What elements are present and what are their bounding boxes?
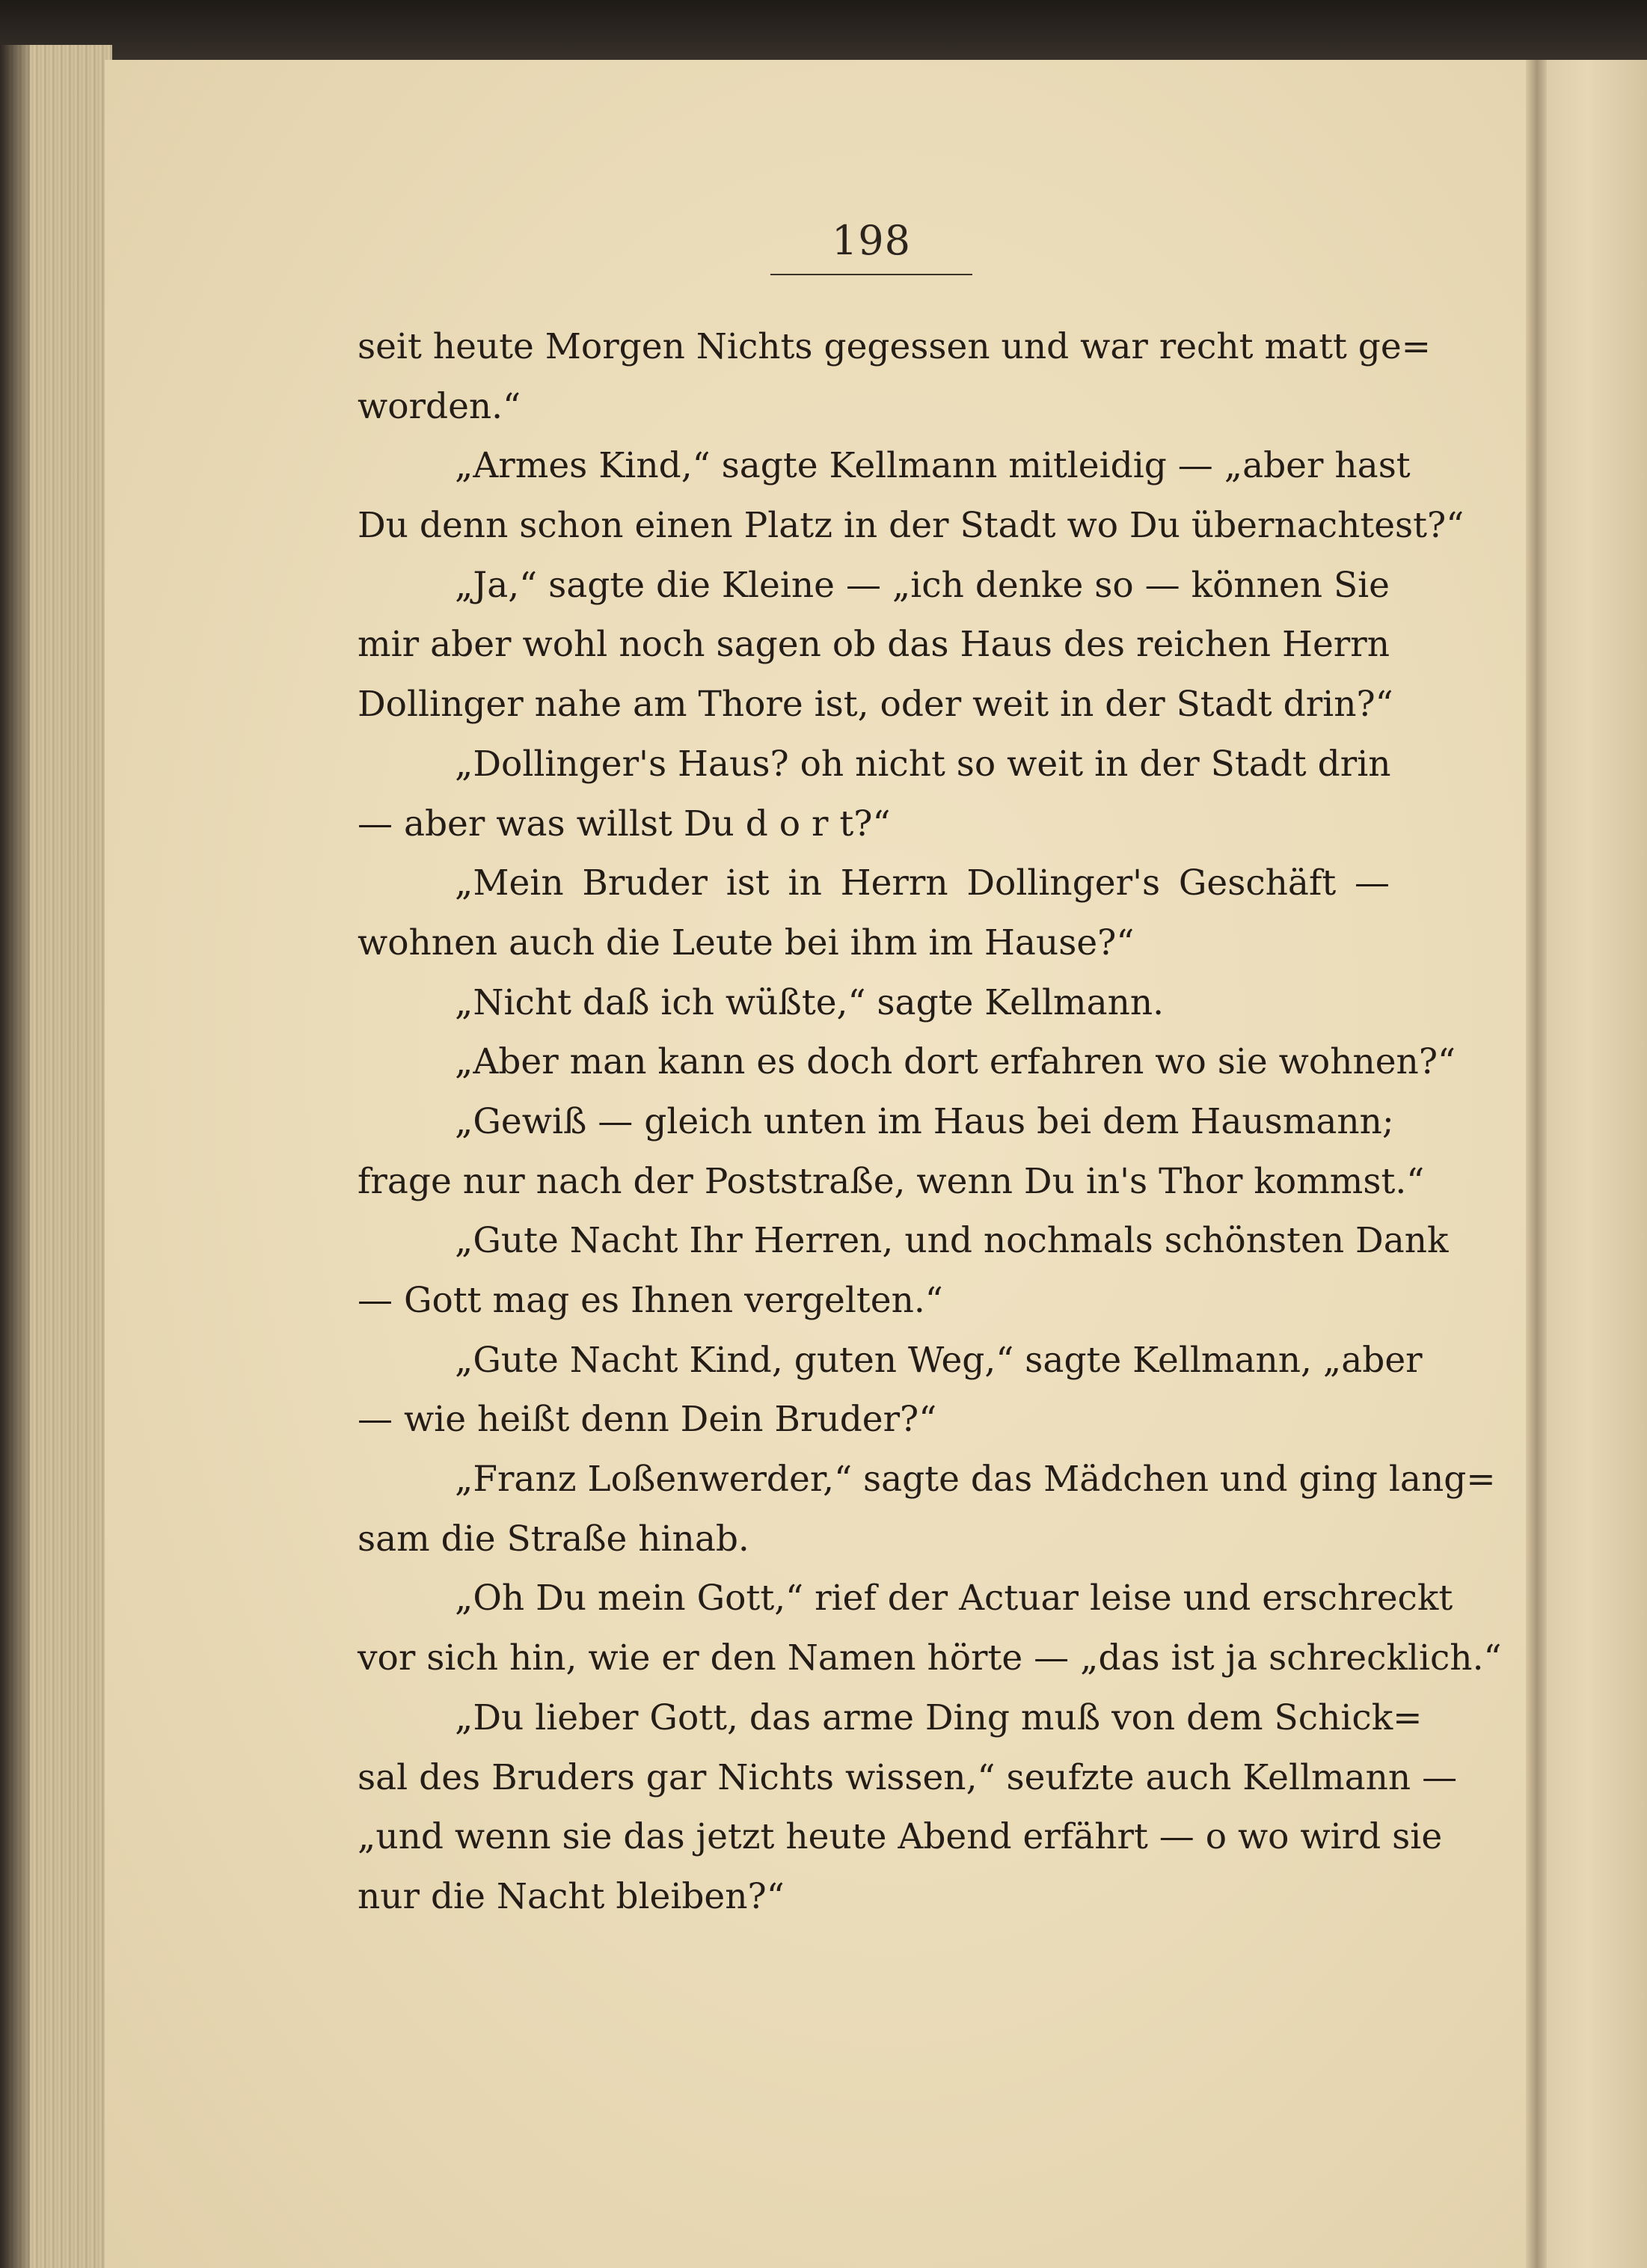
text-line: nur die Nacht bleiben?“ [358,1875,785,1917]
book-gutter [1526,60,1548,2268]
text-line: „Mein Bruder ist in Herrn Dollinger's Geschäft — [455,862,1390,904]
text-line: Dollinger nahe am Thore ist, oder weit in der Stadt drin?“ [358,684,1393,726]
body-text [358,317,1502,1927]
page-number-rule [770,274,972,275]
text-line: vor sich hin, wie er den Namen hörte — „das ist ja schrecklich.“ [358,1637,1502,1679]
text-line: worden.“ [358,385,521,427]
text-line: „Armes Kind,“ sagte Kellmann mitleidig — „aber hast [455,445,1411,487]
text-line: „Aber man kann es doch dort erfahren wo sie wohnen?“ [455,1041,1456,1083]
text-line: „Franz Loßenwerder,“ sagte das Mädchen und ging lang= [455,1459,1496,1501]
text-line: „Gewiß — gleich unten im Haus bei dem Hausmann; [455,1100,1394,1142]
text-line: seit heute Morgen Nichts gegessen und war recht matt ge= [358,326,1432,367]
top-edge [0,0,1647,67]
text-line: „Oh Du mein Gott,“ rief der Actuar leise und erschreckt [455,1578,1453,1619]
text-line: sal des Bruders gar Nichts wissen,“ seufzte auch Kellmann — [358,1756,1458,1798]
text-line: „Nicht daß ich wüßte,“ sagte Kellmann. [455,981,1165,1023]
text-line: mir aber wohl noch sagen ob das Haus des reichen Herrn [358,624,1390,666]
text-line: wohnen auch die Leute bei ihm im Hause?“ [358,922,1135,963]
text-line: — aber was willst Du d o r t?“ [358,803,891,845]
page-number: 198 [831,217,912,264]
text-line: „Du lieber Gott, das arme Ding muß von dem Schick= [455,1697,1423,1738]
facing-page [1547,60,1647,2268]
text-line: frage nur nach der Poststraße, wenn Du in's Thor kommst.“ [358,1160,1425,1202]
text-line: „und wenn sie das jetzt heute Abend erfährt — o wo wird sie [358,1816,1443,1858]
text-line: — wie heißt denn Dein Bruder?“ [358,1399,937,1441]
text-line: sam die Straße hinab. [358,1518,749,1560]
text-line: „Ja,“ sagte die Kleine — „ich denke so — können Sie [455,564,1390,606]
text-line: „Dollinger's Haus? oh nicht so weit in der Stadt drin [455,743,1391,785]
page-edges-shadow [0,45,30,2268]
text-line: „Gute Nacht Ihr Herren, und nochmals schönsten Dank [455,1220,1449,1262]
text-line: — Gott mag es Ihnen vergelten.“ [358,1280,943,1321]
text-line: Du denn schon einen Platz in der Stadt wo Du übernachtest?“ [358,505,1464,547]
text-line: „Gute Nacht Kind, guten Weg,“ sagte Kellmann, „aber [455,1339,1423,1381]
